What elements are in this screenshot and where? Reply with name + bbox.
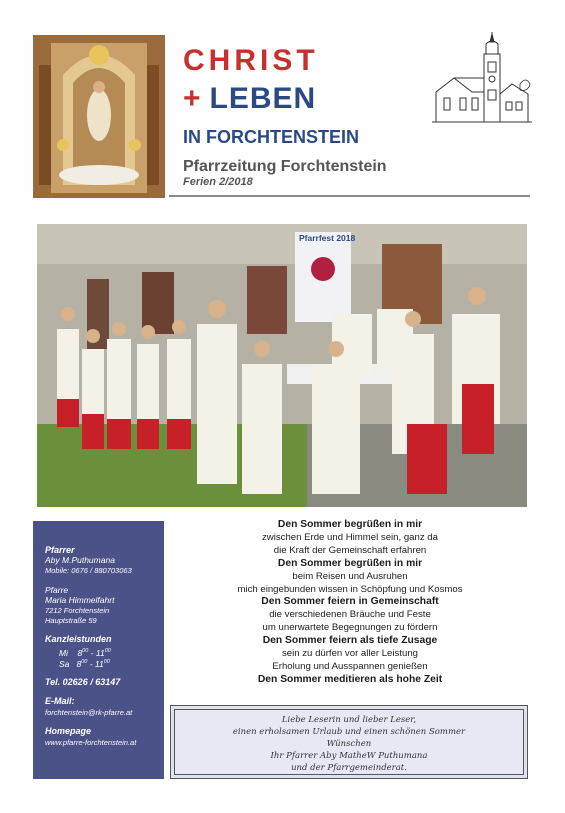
greeting-box [170, 705, 528, 779]
poem-line: Den Sommer feiern als tiefe Zusage [262, 635, 438, 647]
poem-line: Erholung und Ausspannen genießen [272, 660, 428, 672]
homepage-url[interactable]: www.pfarre-forchtenstein.at [45, 738, 137, 747]
pfarrer-heading: Pfarrer [45, 545, 75, 555]
plus-sign: + [183, 82, 202, 115]
poem-line: zwischen Erde und Himmel sein, ganz da [262, 531, 438, 543]
greeting-line: Liebe Leserin und lieber Leser, [281, 715, 417, 725]
poem-line: mich eingebunden wissen in Schöpfung und Kosmos [237, 583, 463, 595]
greeting-box-inner [174, 709, 524, 775]
photo-banner-text: Pfarrfest 2018 [299, 233, 356, 243]
poem-line: die verschiedenen Bräuche und Feste [269, 609, 431, 621]
greeting-line: Wünschen [326, 739, 372, 749]
office-hours-sat: Sa $8^{00} - 11^{00}$ [59, 659, 110, 669]
poem-line: um unerwartete Begegnungen zu fördern [262, 622, 438, 634]
pfarre-plz-ort: 7212 Forchtenstein [45, 606, 110, 615]
poem-line: Den Sommer begrüßen in mir [277, 519, 423, 530]
summer-poem [170, 519, 530, 687]
pfarrer-name: Aby M.Puthumana [45, 555, 115, 565]
header-divider [169, 195, 530, 197]
kanzlei-heading: Kanzleistunden [45, 634, 112, 644]
poem-line: Den Sommer feiern in Gemeinschaft [261, 596, 439, 608]
homepage-heading: Homepage [45, 726, 92, 736]
masthead-forchtenstein: IN FORCHTENSTEIN [183, 127, 360, 147]
pfarre-name: Maria Himmelfahrt [45, 595, 115, 605]
poem-line: beim Reisen und Ausruhen [292, 570, 408, 582]
newspaper-subtitle: Pfarrzeitung Forchtenstein [183, 158, 387, 175]
poem-line: die Kraft der Gemeinschaft erfahren [273, 544, 427, 556]
masthead-christ: CHRIST [183, 44, 319, 77]
telephone: Tel. 02626 / 63147 [45, 677, 121, 687]
greeting-line: und der Pfarrgemeinderat. [291, 763, 407, 773]
poem-line: Den Sommer begrüßen in mir [277, 557, 423, 569]
pfarrfest-photo [37, 224, 527, 507]
poem-line: Den Sommer meditieren als hohe Zeit [257, 673, 443, 685]
pfarrer-mobile: Mobile: 0676 / 880703063 [45, 566, 132, 575]
contact-sidebar [33, 521, 164, 779]
edition-label: Ferien 2/2018 [183, 176, 253, 188]
greeting-line: einen erholsamen Urlaub und einen schönen Sommer [232, 727, 466, 737]
poem-line: sein zu dürfen vor aller Leistung [282, 648, 418, 660]
office-hours-wed: Mi $8^{00} - 11^{00}$ [59, 648, 111, 658]
altar-image [33, 35, 165, 198]
masthead-leben [183, 82, 316, 116]
greeting-line: Ihr Pfarrer Aby MatheW Puthumana [270, 751, 428, 761]
email-heading: E-Mail: [45, 696, 75, 706]
church-drawing-icon [432, 32, 532, 127]
pfarre-street: Hauptstraße 59 [45, 616, 97, 625]
pfarre-heading: Pfarre [45, 585, 69, 595]
email-address[interactable]: forchtenstein@rk-pfarre.at [45, 708, 133, 717]
leben-word: LEBEN [209, 82, 317, 115]
